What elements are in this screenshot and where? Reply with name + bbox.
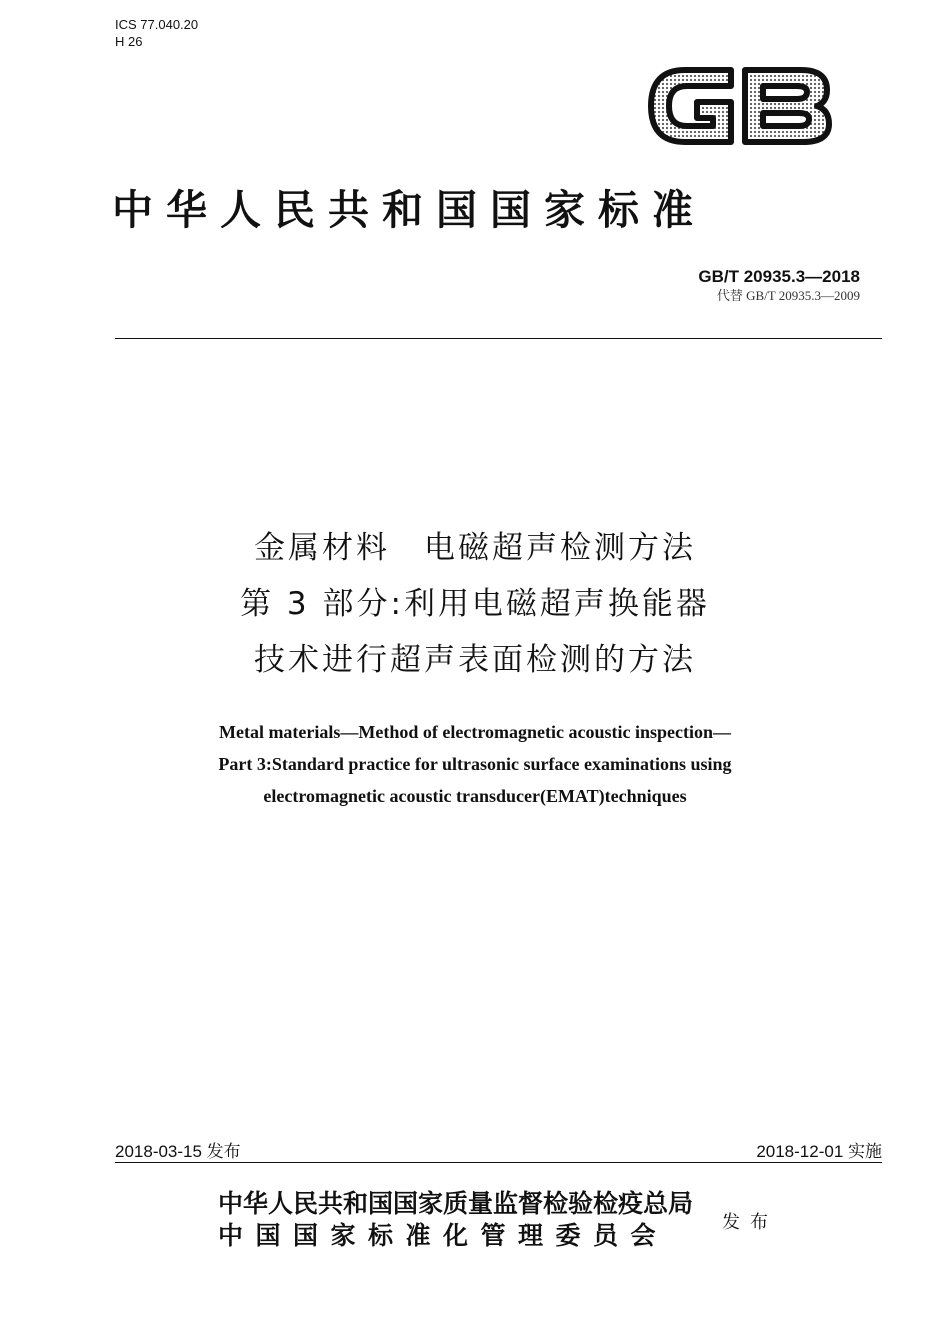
chinese-title-line-1: 金属材料 电磁超声检测方法 <box>254 530 696 566</box>
chinese-title <box>0 520 950 688</box>
publishers <box>218 1188 693 1252</box>
publish-label: 发布 <box>722 1212 778 1233</box>
standard-number-block <box>698 266 860 304</box>
ics-code: ICS 77.040.20 <box>115 17 199 32</box>
issue-date: 2018-03-15 发布 <box>115 1142 241 1161</box>
english-title-line-3: electromagnetic acoustic transducer(EMAT)techniques <box>263 786 687 806</box>
publisher-aqsiq: 中华人民共和国国家质量监督检验检疫总局 <box>218 1189 694 1218</box>
chinese-title-line-3: 技术进行超声表面检测的方法 <box>254 642 696 678</box>
effective-date: 2018-12-01 实施 <box>756 1142 882 1161</box>
ccs-code: H 26 <box>115 34 143 49</box>
english-title-line-1: Metal materials—Method of electromagnetic acoustic inspection— <box>218 722 732 742</box>
chinese-title-line-2: 第 3 部分:利用电磁超声换能器 <box>240 586 710 622</box>
replaced-standard: 代替 GB/T 20935.3—2009 <box>716 288 860 303</box>
top-divider <box>115 338 882 339</box>
english-title-line-2: Part 3:Standard practice for ultrasonic surface examinations using <box>218 754 732 774</box>
gb-logo-icon <box>645 58 835 154</box>
classification-codes <box>115 16 198 50</box>
bottom-divider <box>115 1162 882 1163</box>
publisher-sac: 中国国家标准化管理委员会 <box>218 1221 669 1250</box>
national-standard-title: 中华人民共和国国家标准 <box>112 186 706 234</box>
standard-number: GB/T 20935.3—2018 <box>698 267 860 286</box>
english-title <box>0 716 950 812</box>
